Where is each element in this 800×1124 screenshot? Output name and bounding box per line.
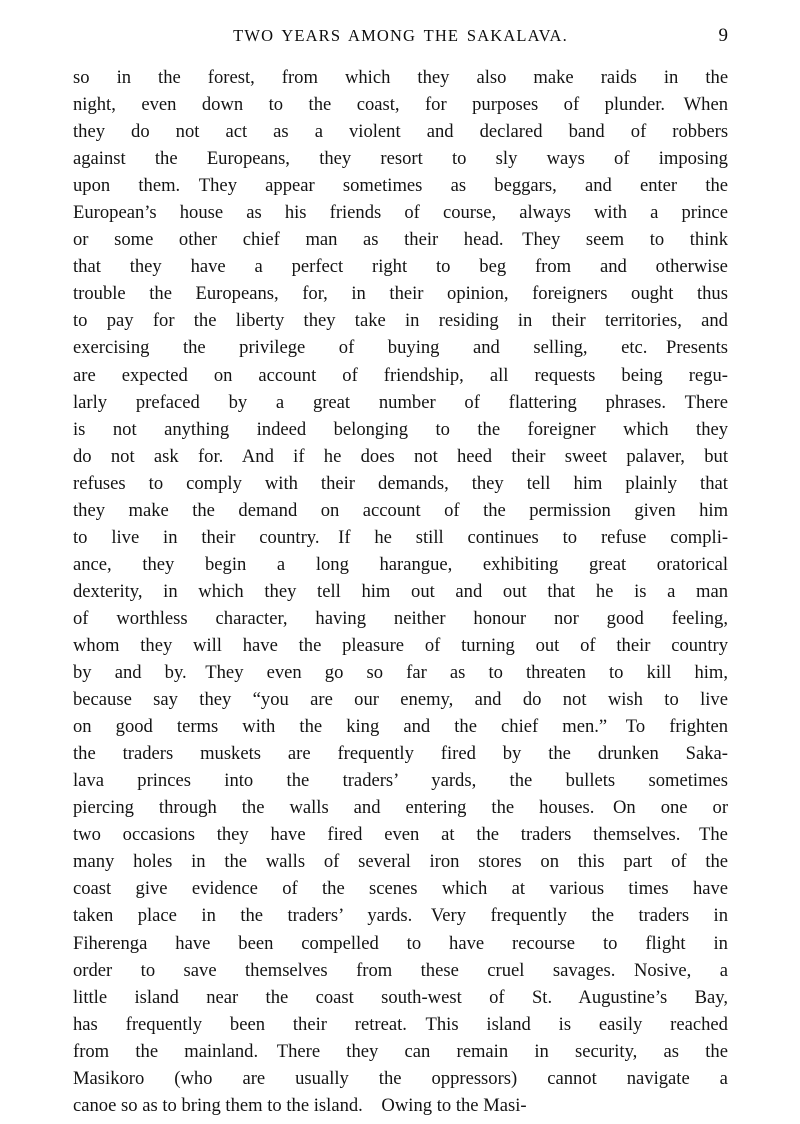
text-line: order to save themselves from these cruel savages. Nosive, a bbox=[73, 959, 728, 981]
text-line: dexterity, in which they tell him out and out that he is a man bbox=[73, 580, 729, 602]
text-line: lava princes into the traders’ yards, the bullets sometimes bbox=[73, 770, 729, 792]
text-line: from the mainland. There they can remain in security, as the bbox=[73, 1040, 728, 1062]
text-line: canoe so as to bring them to the island. Owing to the Masi- bbox=[73, 1094, 527, 1116]
text-line: is not anything indeed belonging to the foreigner which they bbox=[73, 418, 729, 440]
text-line: many holes in the walls of several iron stores on this part of the bbox=[73, 851, 729, 873]
text-line: refuses to comply with their demands, they tell him plainly that bbox=[73, 472, 728, 494]
text-line: taken place in the traders’ yards. Very frequently the traders in bbox=[73, 905, 729, 927]
text-line: against the Europeans, they resort to sly ways of imposing bbox=[73, 148, 728, 170]
text-line: the traders muskets are frequently fired by the drunken Saka- bbox=[73, 743, 728, 765]
text-line: they make the demand on account of the permission given him bbox=[73, 499, 729, 521]
text-line: by and by. They even go so far as to threaten to kill him, bbox=[73, 662, 729, 684]
text-line: exercising the privilege of buying and selling, etc. Presents bbox=[73, 337, 728, 359]
text-line: Fiherenga have been compelled to have recourse to flight in bbox=[73, 932, 728, 954]
text-line: to live in their country. If he still continues to refuse compli- bbox=[73, 526, 729, 548]
text-line: night, even down to the coast, for purposes of plunder. When bbox=[73, 94, 729, 116]
text-line: ance, they begin a long harangue, exhibiting great oratorical bbox=[73, 553, 728, 575]
text-line: on good terms with the king and the chief men.” To frighten bbox=[73, 716, 729, 738]
running-head-title: TWO YEARS AMONG THE SAKALAVA. bbox=[233, 26, 568, 45]
text-line: so in the forest, from which they also make raids in the bbox=[73, 67, 729, 88]
text-line: do not ask for. And if he does not heed their sweet palaver, but bbox=[73, 445, 728, 467]
running-head bbox=[73, 26, 728, 54]
text-line: whom they will have the pleasure of turning out of their country bbox=[73, 634, 729, 656]
text-line: has frequently been their retreat. This island is easily reached bbox=[73, 1013, 728, 1035]
text-line: are expected on account of friendship, all requests being regu- bbox=[73, 364, 728, 386]
text-line: piercing through the walls and entering the houses. On one or bbox=[73, 797, 729, 819]
text-line: or some other chief man as their head. They seem to think bbox=[73, 229, 728, 251]
text-line: little island near the coast south-west of St. Augustine’s Bay, bbox=[73, 986, 728, 1008]
text-line: trouble the Europeans, for, in their opinion, foreigners ought thus bbox=[73, 283, 728, 305]
page-number: 9 bbox=[718, 25, 728, 46]
text-line: coast give evidence of the scenes which at various times have bbox=[73, 878, 729, 900]
text-line: they do not act as a violent and declared band of robbers bbox=[73, 121, 729, 143]
body-text-block bbox=[73, 64, 728, 1119]
text-line: two occasions they have fired even at the traders themselves. The bbox=[73, 824, 728, 846]
text-line: to pay for the liberty they take in residing in their territories, and bbox=[73, 310, 728, 332]
text-line: upon them. They appear sometimes as beggars, and enter the bbox=[73, 175, 729, 197]
text-line: because say they “you are our enemy, and do not wish to live bbox=[73, 689, 728, 711]
text-line: that they have a perfect right to beg from and otherwise bbox=[73, 256, 728, 278]
text-line: European’s house as his friends of course, always with a prince bbox=[73, 202, 728, 224]
text-line: larly prefaced by a great number of flattering phrases. There bbox=[73, 391, 728, 413]
text-line: Masikoro (who are usually the oppressors) cannot navigate a bbox=[73, 1067, 728, 1089]
text-line: of worthless character, having neither honour nor good feeling, bbox=[73, 607, 728, 629]
